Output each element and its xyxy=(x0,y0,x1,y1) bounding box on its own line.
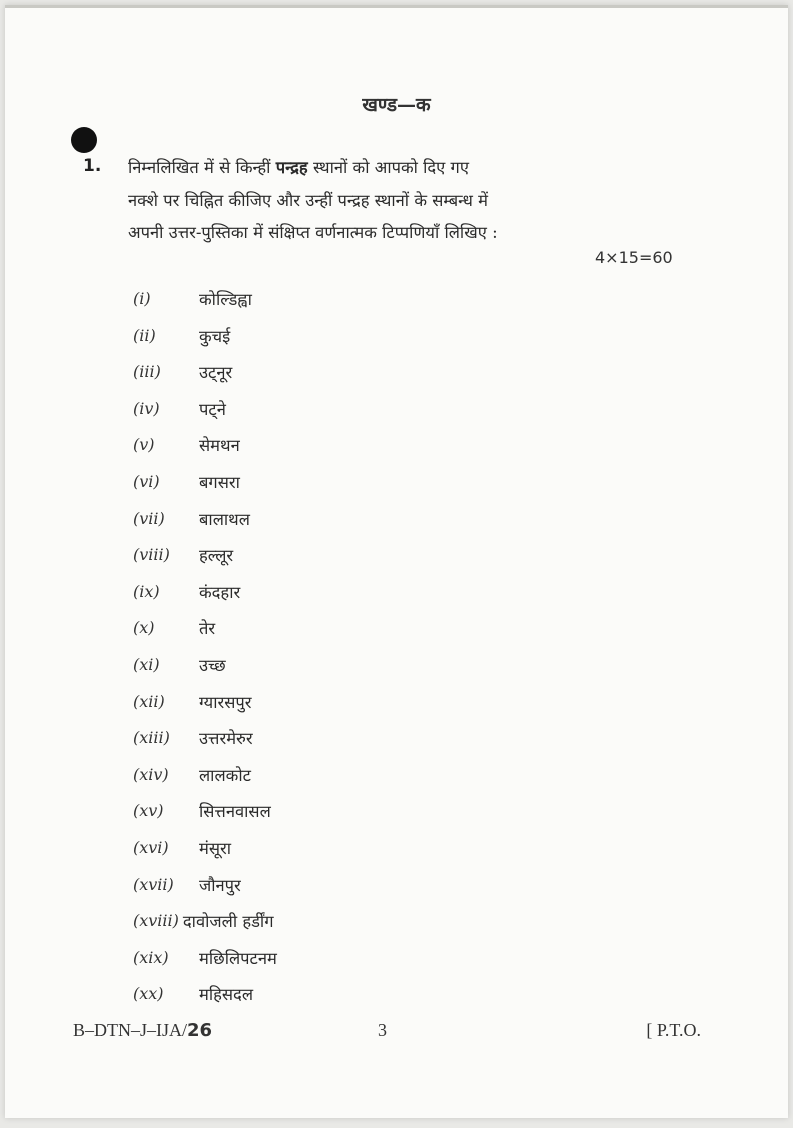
list-item-number: (xviii) xyxy=(133,910,179,930)
list-item-number: (xiv) xyxy=(133,764,169,784)
list-item-number: (xi) xyxy=(133,654,160,674)
pto-label: [ P.T.O. xyxy=(646,1020,701,1040)
list-item-place: ग्यारसपुर xyxy=(199,692,252,712)
page-top-edge xyxy=(5,5,788,8)
question-line-1-start: निम्नलिखित में से किन्हीं xyxy=(128,158,276,177)
list-item-number: (xv) xyxy=(133,800,164,820)
list-item-place: मछिलिपटनम xyxy=(199,948,277,968)
exam-page xyxy=(5,5,788,1118)
list-item xyxy=(133,944,277,970)
marks-allocation: 4×15=60 xyxy=(595,248,673,267)
list-item xyxy=(133,834,231,860)
paper-code xyxy=(73,1020,212,1041)
question-line-1-bold: पन्द्रह xyxy=(275,158,308,177)
list-item xyxy=(133,505,250,531)
list-item xyxy=(133,578,240,604)
question-line-2: नक्शे पर चिह्नित कीजिए और उन्हीं पन्द्रह स्थानों के सम्बन्ध में xyxy=(128,191,489,210)
list-item-number: (xiii) xyxy=(133,727,170,747)
list-item-place: बालाथल xyxy=(199,509,250,529)
list-item xyxy=(133,688,252,714)
list-item-place: पट्ने xyxy=(199,399,226,419)
list-item xyxy=(133,724,253,750)
list-item-number: (iv) xyxy=(133,398,160,418)
page-number: 3 xyxy=(378,1020,387,1040)
list-item xyxy=(133,797,271,823)
list-item xyxy=(133,322,230,348)
list-item-place: सित्तनवासल xyxy=(199,801,271,821)
list-item xyxy=(133,871,241,897)
list-item-place: लालकोट xyxy=(199,765,251,785)
list-item-number: (x) xyxy=(133,617,155,637)
list-item xyxy=(133,431,240,457)
paper-code-number: 26 xyxy=(187,1020,213,1041)
list-item-place: जौनपुर xyxy=(199,875,241,895)
list-item-number: (xx) xyxy=(133,983,164,1003)
section-title: खण्ड—क xyxy=(362,94,431,116)
list-item xyxy=(133,761,251,787)
question-line-3: अपनी उत्तर-पुस्तिका में संक्षिप्त वर्णनात्मक टिप्पणियाँ लिखिए : xyxy=(128,223,498,242)
list-item-number: (i) xyxy=(133,288,151,308)
paper-code-text: B–DTN–J–IJA/ xyxy=(73,1020,188,1040)
list-item-place: तेर xyxy=(199,618,216,638)
question-line-1 xyxy=(128,155,688,178)
list-item-place: कंदहार xyxy=(199,582,241,602)
list-item xyxy=(133,980,253,1006)
list-item xyxy=(133,651,226,677)
list-item-place: मंसूरा xyxy=(199,838,232,858)
list-item-place: महिसदल xyxy=(199,984,254,1004)
list-item-number: (vi) xyxy=(133,471,160,491)
list-item-place: उट्नूर xyxy=(199,362,233,382)
list-item xyxy=(133,358,232,384)
list-item-number: (v) xyxy=(133,434,155,454)
list-item-number: (xii) xyxy=(133,691,165,711)
ink-dot-mark xyxy=(71,127,97,153)
list-item-place: कोल्डिह्वा xyxy=(199,289,252,309)
list-item-place: कुचई xyxy=(199,326,231,346)
list-item-place: उत्तरमेरुर xyxy=(199,728,253,748)
question-line-1-end: स्थानों को आपको दिए गए xyxy=(307,158,469,177)
list-item xyxy=(133,541,233,567)
list-item-number: (ix) xyxy=(133,581,160,601)
question-number: 1. xyxy=(83,156,102,176)
list-item xyxy=(133,395,226,421)
list-item-place: हल्लूर xyxy=(199,545,234,565)
list-item xyxy=(133,285,252,311)
list-item-number: (iii) xyxy=(133,361,161,381)
list-item-place: उच्छ xyxy=(199,655,226,675)
list-item-place: सेमथन xyxy=(199,435,240,455)
list-item-number: (xvii) xyxy=(133,874,174,894)
list-item-number: (xvi) xyxy=(133,837,169,857)
list-item-number: (xix) xyxy=(133,947,169,967)
list-item-number: (ii) xyxy=(133,325,156,345)
list-item-number: (vii) xyxy=(133,508,165,528)
list-item xyxy=(133,907,274,933)
list-item-place: दावोजली हर्डींग xyxy=(182,911,274,931)
list-item-place: बगसरा xyxy=(199,472,240,492)
list-item xyxy=(133,614,215,640)
list-item xyxy=(133,468,240,494)
list-item-number: (viii) xyxy=(133,544,170,564)
